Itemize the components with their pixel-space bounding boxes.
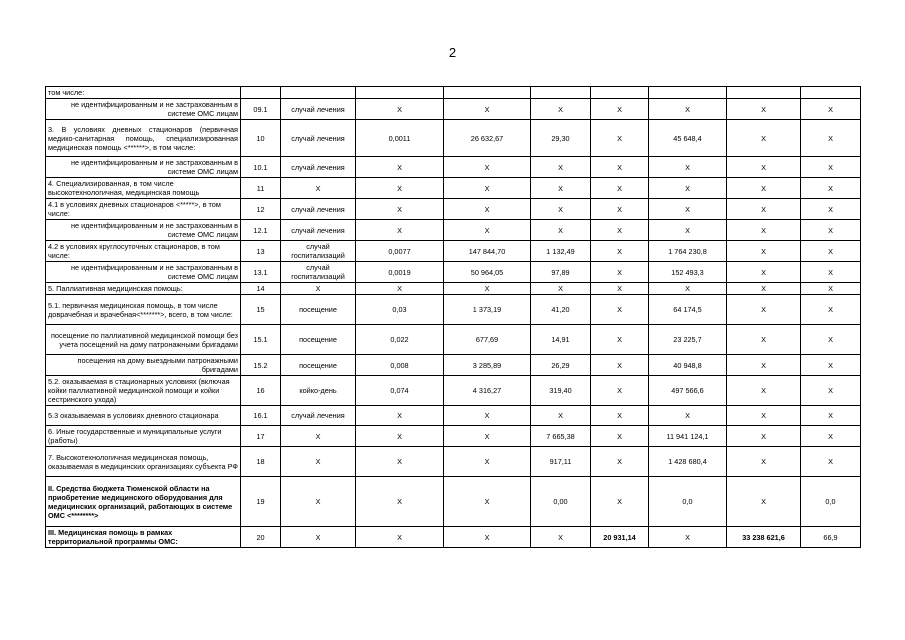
table-cell: X [444,527,531,548]
table-cell: 64 174,5 [649,295,727,325]
table-cell: 0,00 [531,477,591,527]
table-cell: X [727,376,801,406]
table-cell: 45 648,4 [649,120,727,157]
table-cell [727,87,801,99]
table-cell: 66,9 [801,527,861,548]
table-cell: X [591,426,649,447]
table-cell: случай лечения [281,99,356,120]
table-cell: X [801,262,861,283]
table-cell: X [591,157,649,178]
table-cell: X [801,355,861,376]
table-cell: X [727,295,801,325]
table-cell: X [727,325,801,355]
table-row [46,283,861,295]
row-label-cell: том числе: [46,87,241,99]
row-label-cell: не идентифицированным и не застрахованным в системе ОМС лицам [46,99,241,120]
table-cell: X [591,406,649,426]
table-cell: X [649,283,727,295]
table-cell: 18 [241,447,281,477]
table-cell: 20 [241,527,281,548]
table-cell [241,87,281,99]
table-cell: X [649,220,727,241]
table-cell: X [444,283,531,295]
table-cell: X [444,199,531,220]
table-row [46,426,861,447]
table-cell: X [649,178,727,199]
table-cell: 12 [241,199,281,220]
table-cell: X [727,406,801,426]
table-cell: X [801,220,861,241]
table-cell: X [649,406,727,426]
table-cell: X [444,406,531,426]
table-cell: X [649,199,727,220]
table-cell: X [591,99,649,120]
table-cell: X [801,406,861,426]
table-cell: 17 [241,426,281,447]
table-cell: 0,074 [356,376,444,406]
table-cell: 7 665,38 [531,426,591,447]
table-cell: X [801,178,861,199]
table-cell: X [444,447,531,477]
table-cell: X [531,220,591,241]
table-cell: 15.2 [241,355,281,376]
table-row [46,199,861,220]
table-cell: 09.1 [241,99,281,120]
table-cell: X [801,283,861,295]
table-cell: X [727,477,801,527]
table-cell: случай лечения [281,406,356,426]
table-cell: 11 941 124,1 [649,426,727,447]
table-cell: X [531,99,591,120]
table-cell: 20 931,14 [591,527,649,548]
table-cell: 4 316,27 [444,376,531,406]
table-cell: 0,0077 [356,241,444,262]
table-row [46,262,861,283]
table-cell: X [281,283,356,295]
row-label-cell: 7. Высокотехнологичная медицинская помощь, оказываемая в медицинских организациях субъекта РФ [46,447,241,477]
table-row [46,99,861,120]
table-cell: 1 764 230,8 [649,241,727,262]
table-cell: 26,29 [531,355,591,376]
table-cell: X [801,325,861,355]
table-cell: X [727,120,801,157]
table-cell: 1 373,19 [444,295,531,325]
table-cell: X [801,376,861,406]
table-cell: 13 [241,241,281,262]
table-cell: X [356,157,444,178]
row-label-cell: 5.3 оказываемая в условиях дневного стационара [46,406,241,426]
table-cell: X [444,477,531,527]
table-cell: X [356,426,444,447]
table-cell: 319,40 [531,376,591,406]
row-label-cell: III. Медицинская помощь в рамках территориальной программы ОМС: [46,527,241,548]
table-cell: X [356,527,444,548]
table-cell: 10 [241,120,281,157]
table-cell: X [531,283,591,295]
table-cell: 147 844,70 [444,241,531,262]
table-cell: 1 132,49 [531,241,591,262]
table-cell: 11 [241,178,281,199]
row-label-cell: посещение по паллиативной медицинской помощи без учета посещений на дому патронажными бригадами [46,325,241,355]
table-cell: X [591,477,649,527]
table-cell: X [591,178,649,199]
table-cell [444,87,531,99]
table-cell: X [444,157,531,178]
row-label-cell: не идентифицированным и не застрахованным в системе ОМС лицам [46,262,241,283]
table-cell: 19 [241,477,281,527]
table-body [46,87,861,548]
table-cell: X [591,295,649,325]
table-cell: 1 428 680,4 [649,447,727,477]
table-row [46,376,861,406]
table-cell: X [801,295,861,325]
table-cell: X [727,157,801,178]
table-cell: X [356,283,444,295]
table-cell: 0,03 [356,295,444,325]
table-cell: X [801,199,861,220]
table-cell: X [801,241,861,262]
table-cell [531,87,591,99]
table-cell: X [281,426,356,447]
table-cell: X [444,99,531,120]
table-cell: 41,20 [531,295,591,325]
table-row [46,87,861,99]
table-cell: 13.1 [241,262,281,283]
table-cell: X [727,241,801,262]
table-cell: X [649,157,727,178]
table-cell: X [801,157,861,178]
table-cell: 33 238 621,6 [727,527,801,548]
table-cell: X [356,477,444,527]
table-cell: X [727,199,801,220]
table-cell: X [727,283,801,295]
table-cell [591,87,649,99]
table-cell: X [801,99,861,120]
table-cell: X [591,199,649,220]
table-cell: X [591,283,649,295]
table-cell: 40 948,8 [649,355,727,376]
table-cell: 10.1 [241,157,281,178]
table-cell: X [591,262,649,283]
table-row [46,447,861,477]
table-cell: 97,89 [531,262,591,283]
table-cell: X [281,178,356,199]
table-cell: 0,0 [801,477,861,527]
table-cell: X [649,99,727,120]
table-row [46,241,861,262]
table-cell: случай лечения [281,220,356,241]
row-label-cell: 5.2. оказываемая в стационарных условиях (включая койки паллиативной медицинской помощи и койки сестринского ухода) [46,376,241,406]
table-cell [801,87,861,99]
table-cell: посещение [281,355,356,376]
table-cell: X [531,406,591,426]
table-cell: 0,022 [356,325,444,355]
table-cell: X [531,527,591,548]
table-cell: 0,0019 [356,262,444,283]
table-cell: 152 493,3 [649,262,727,283]
table-cell: 3 285,89 [444,355,531,376]
table-cell: 677,69 [444,325,531,355]
table-cell: X [356,199,444,220]
table-cell: 0,0011 [356,120,444,157]
table-cell: X [281,477,356,527]
row-label-cell: II. Средства бюджета Тюменской области на приобретение медицинского оборудования для медицинских организаций, работающих в системе ОМС <********> [46,477,241,527]
table-cell: X [356,447,444,477]
table-row [46,477,861,527]
table-row [46,157,861,178]
table-row [46,220,861,241]
row-label-cell: 4.1 в условиях дневных стационаров <*****>, в том числе: [46,199,241,220]
table-cell: 26 632,67 [444,120,531,157]
table-cell: случай госпитализаций [281,262,356,283]
table-cell: X [727,220,801,241]
table-cell: 50 964,05 [444,262,531,283]
table-cell: X [801,426,861,447]
row-label-cell: 6. Иные государственные и муниципальные услуги (работы) [46,426,241,447]
table-cell: X [281,447,356,477]
table-cell: X [801,120,861,157]
table-cell [281,87,356,99]
row-label-cell: посещения на дому выездными патронажными бригадами [46,355,241,376]
row-label-cell: 4.2 в условиях круглосуточных стационаров, в том числе: [46,241,241,262]
table-cell: 15 [241,295,281,325]
table-cell: X [591,355,649,376]
program-table [45,86,861,548]
table-cell: X [727,178,801,199]
table-row [46,406,861,426]
table-row [46,355,861,376]
table-cell: 12.1 [241,220,281,241]
table-cell [649,87,727,99]
table-cell: 14 [241,283,281,295]
table-cell: 16 [241,376,281,406]
table-row [46,178,861,199]
table-cell: случай лечения [281,120,356,157]
table-cell: случай госпитализаций [281,241,356,262]
table-cell: посещение [281,295,356,325]
table-row [46,120,861,157]
row-label-cell: 5. Паллиативная медицинская помощь: [46,283,241,295]
table-cell: 23 225,7 [649,325,727,355]
table-cell: 0,0 [649,477,727,527]
row-label-cell: 4. Специализированная, в том числе высокотехнологичная, медицинская помощь [46,178,241,199]
table-cell: 497 566,6 [649,376,727,406]
table-cell: случай лечения [281,199,356,220]
table-row [46,527,861,548]
table-cell: X [356,178,444,199]
table-cell: 0,008 [356,355,444,376]
page-number: 2 [448,45,457,60]
table-cell: X [591,241,649,262]
table-cell: X [444,220,531,241]
table-cell: 29,30 [531,120,591,157]
row-label-cell: 3. В условиях дневных стационаров (первичная медико-санитарная помощь, специализированная медицинская помощь <******>, в том числе: [46,120,241,157]
table-cell: 16.1 [241,406,281,426]
table-cell: X [356,406,444,426]
table-cell: X [727,355,801,376]
table-cell [356,87,444,99]
table-cell: X [591,376,649,406]
table-cell: X [727,99,801,120]
table-cell: X [444,178,531,199]
table-cell: X [727,262,801,283]
table-cell: случай лечения [281,157,356,178]
table-cell: X [444,426,531,447]
table-cell: X [591,325,649,355]
row-label-cell: не идентифицированным и не застрахованным в системе ОМС лицам [46,157,241,178]
table-cell: X [356,99,444,120]
table-cell: X [531,199,591,220]
table-row [46,295,861,325]
table-cell: посещение [281,325,356,355]
table-cell: X [531,178,591,199]
table-cell: 14,91 [531,325,591,355]
table-cell: X [801,447,861,477]
table-cell: 917,11 [531,447,591,477]
table-cell: X [727,447,801,477]
table-cell: 15.1 [241,325,281,355]
table-cell: X [531,157,591,178]
table-cell: X [591,447,649,477]
table-cell: койко-день [281,376,356,406]
table-cell: X [281,527,356,548]
table-cell: X [727,426,801,447]
table-cell: X [591,120,649,157]
table-cell: X [356,220,444,241]
row-label-cell: 5.1. первичная медицинская помощь, в том числе доврачебная и врачебная<*******>, всего, в том числе: [46,295,241,325]
table-cell: X [591,220,649,241]
row-label-cell: не идентифицированным и не застрахованным в системе ОМС лицам [46,220,241,241]
table-cell: X [649,527,727,548]
table-row [46,325,861,355]
